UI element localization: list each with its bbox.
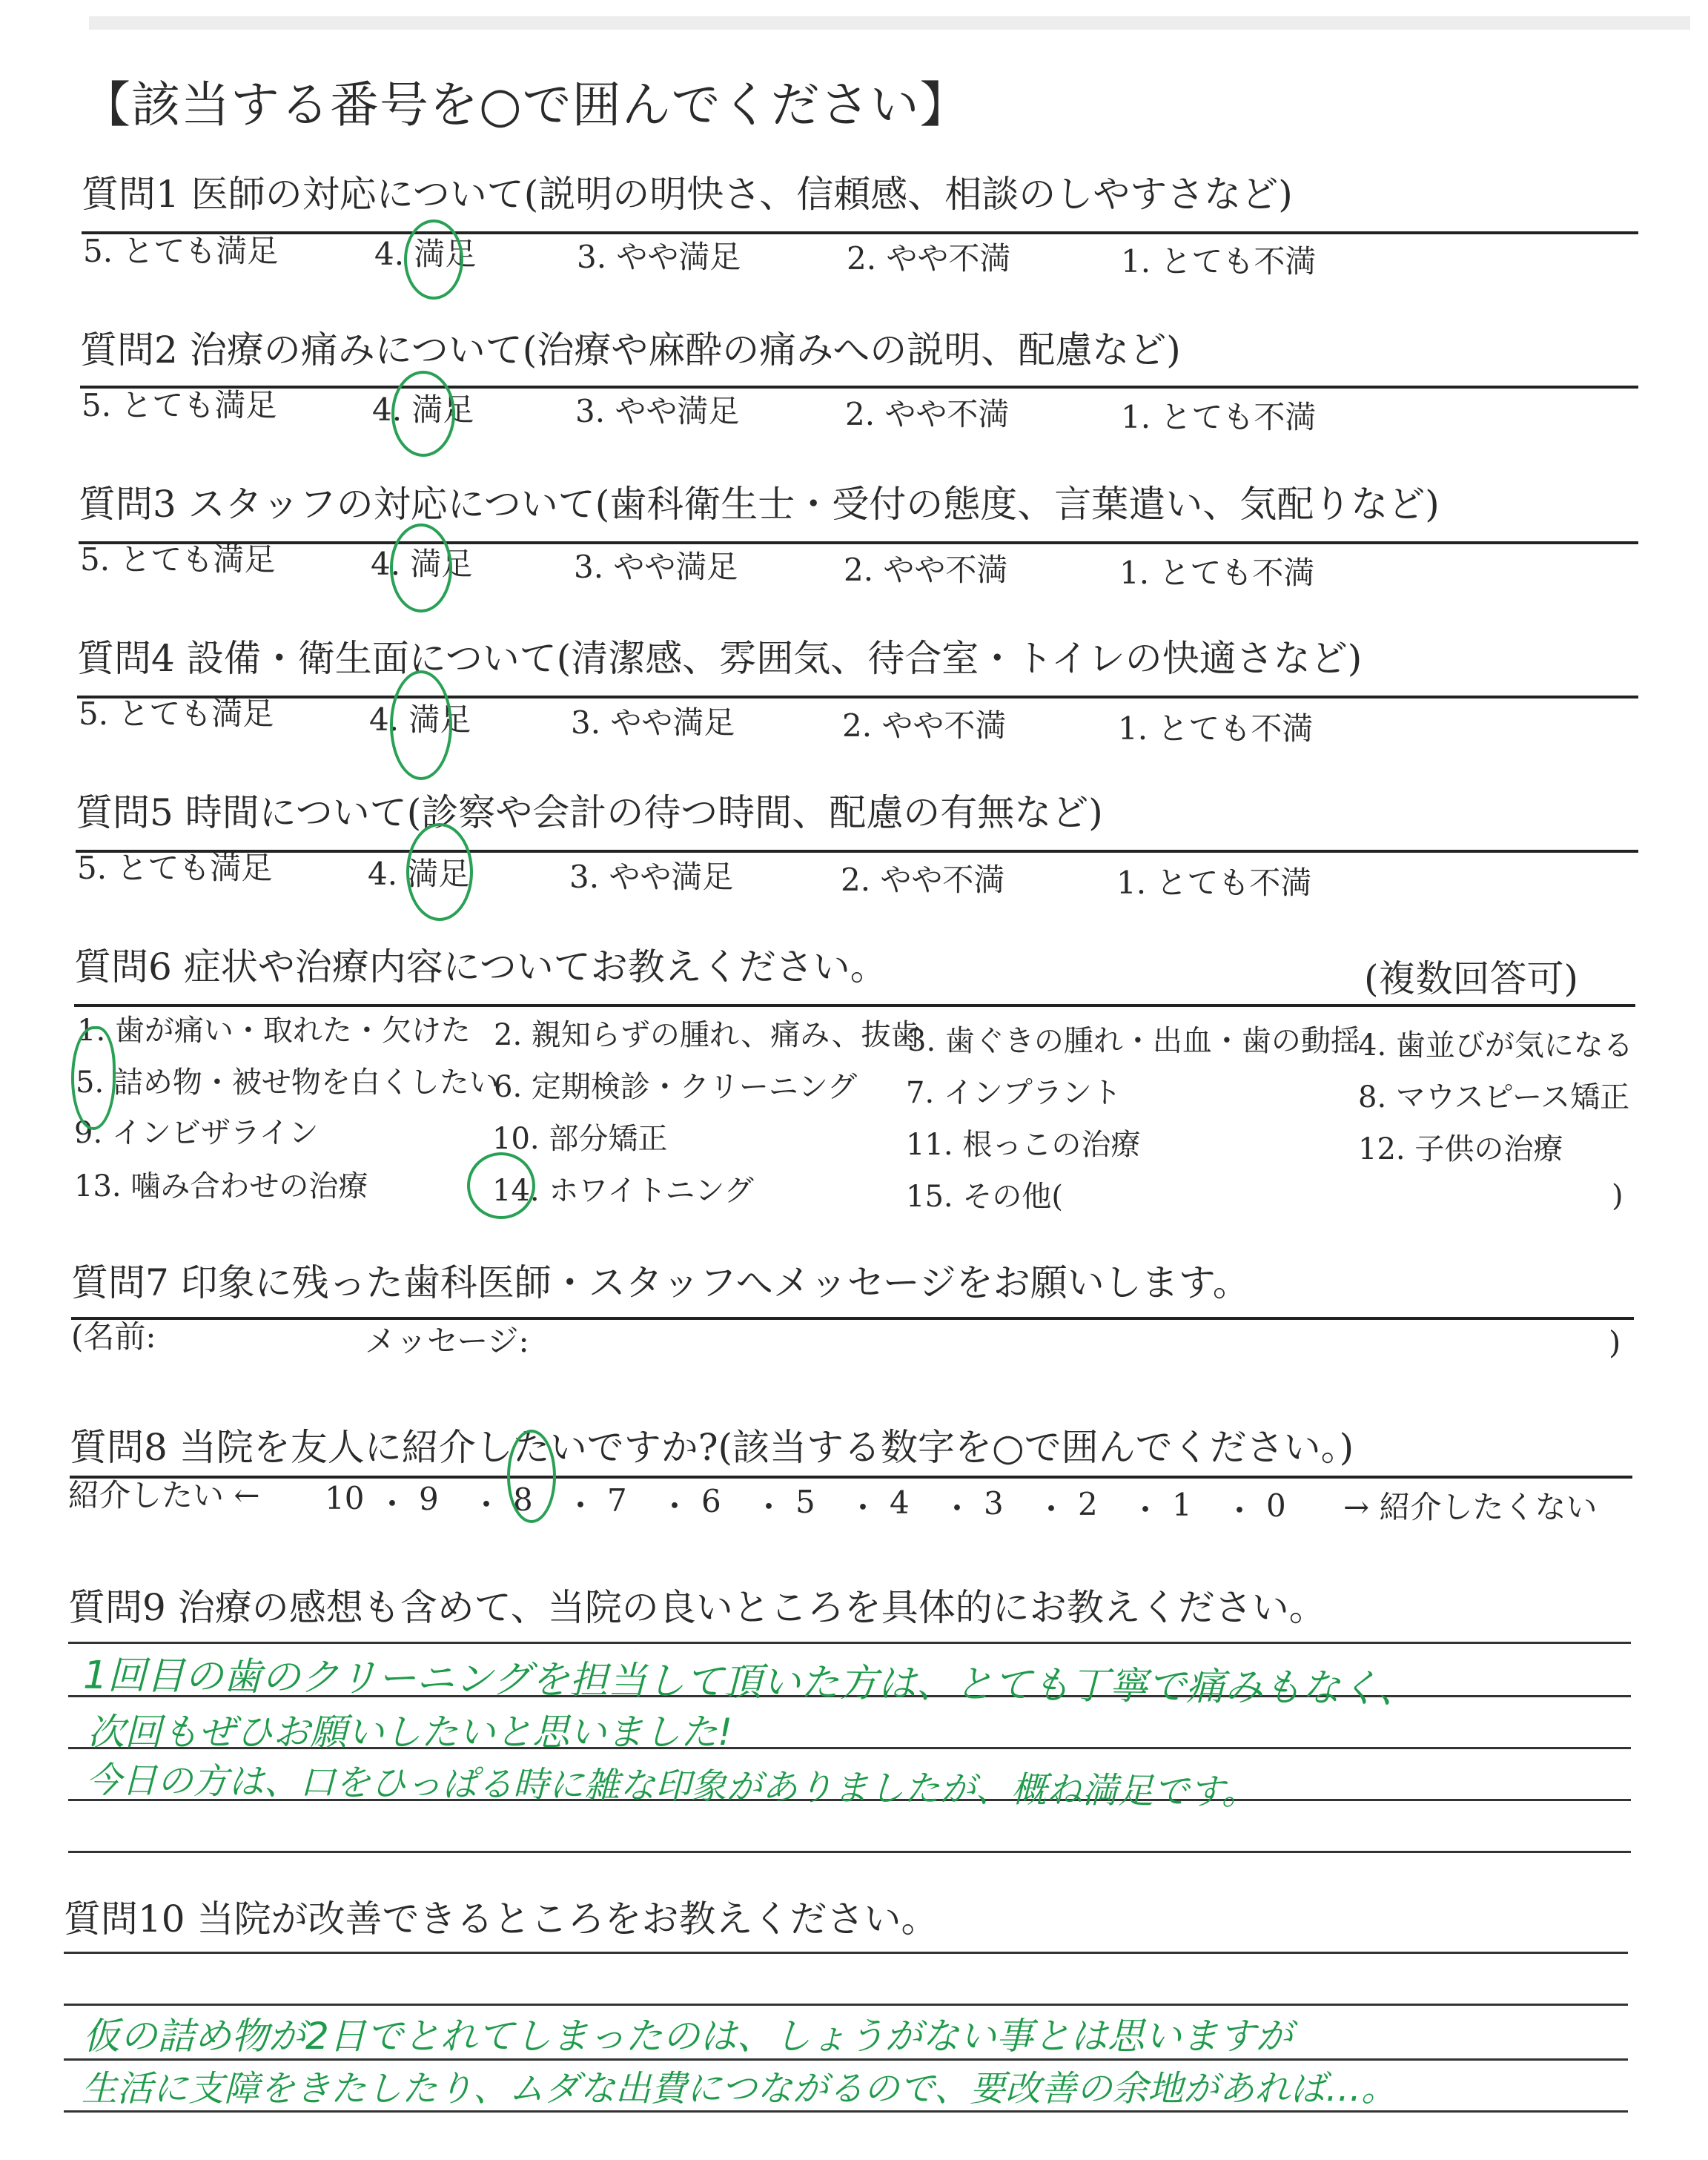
q6-item-14[interactable]: 14. ホワイトニング bbox=[492, 1174, 754, 1208]
q8-scale-separator: ・ bbox=[659, 1488, 691, 1525]
q9-answer-line-3: 今日の方は、口をひっぱる時に雑な印象がありましたが、概ね満足です。 bbox=[85, 1759, 1258, 1814]
q6-item-15[interactable]: 15. その他( bbox=[906, 1180, 1063, 1214]
q2-opt-4[interactable]: 4. 満足 bbox=[372, 392, 474, 428]
q6-item-2[interactable]: 2. 親知らずの腫れ、痛み、抜歯 bbox=[494, 1018, 921, 1052]
q5-label: 質問5 時間について(診察や会計の待つ時間、配慮の有無など) bbox=[76, 791, 1103, 834]
q6-item-6[interactable]: 6. 定期検診・クリーニング bbox=[494, 1070, 858, 1104]
q10-line-0 bbox=[64, 1952, 1628, 1954]
q9-line-0 bbox=[68, 1642, 1631, 1644]
q8-scale-0[interactable]: 0 bbox=[1266, 1487, 1286, 1524]
q6-item-15-close: ) bbox=[1612, 1179, 1623, 1213]
q8-left-label: 紹介したい ← bbox=[68, 1477, 260, 1513]
q1-selected-circle bbox=[404, 219, 463, 300]
q8-scale-separator: ・ bbox=[471, 1487, 503, 1523]
q8-selected-circle bbox=[507, 1430, 556, 1523]
q5-opt-3[interactable]: 3. やや満足 bbox=[569, 859, 734, 895]
q8-label: 質問8 当院を友人に紹介したいですか?(該当する数字を○で囲んでください。) bbox=[70, 1426, 1354, 1469]
q6-item-1[interactable]: 1. 歯が痛い・取れた・欠けた bbox=[77, 1014, 471, 1048]
q6-selected-circle-14 bbox=[467, 1152, 535, 1219]
q8-scale-7[interactable]: 7 bbox=[607, 1482, 627, 1519]
scan-edge bbox=[89, 16, 1690, 30]
q9-answer-line-2: 次回もぜひお願いしたいと思いました! bbox=[87, 1711, 733, 1754]
q3-opt-5[interactable]: 5. とても満足 bbox=[80, 541, 276, 578]
q3-opt-4[interactable]: 4. 満足 bbox=[371, 546, 473, 582]
q5-opt-2[interactable]: 2. やや不満 bbox=[841, 862, 1005, 898]
q10-answer-line-1: 仮の詰め物が2日でとれてしまったのは、しょうがない事とは思いますが bbox=[83, 2015, 1293, 2058]
q1-opt-2[interactable]: 2. やや不満 bbox=[847, 240, 1011, 277]
q8-scale-5[interactable]: 5 bbox=[795, 1484, 815, 1520]
q6-item-5[interactable]: 5. 詰め物・被せ物を白くしたい bbox=[76, 1066, 499, 1100]
q8-scale-10[interactable]: 10 bbox=[325, 1480, 365, 1516]
q6-item-13[interactable]: 13. 噛み合わせの治療 bbox=[74, 1169, 368, 1203]
q6-item-9[interactable]: 9. インビザライン bbox=[74, 1116, 319, 1150]
q8-scale-8[interactable]: 8 bbox=[513, 1482, 533, 1518]
q8-scale-4[interactable]: 4 bbox=[890, 1484, 910, 1521]
q4-rule bbox=[77, 696, 1638, 698]
q1-opt-4[interactable]: 4. 満足 bbox=[374, 236, 477, 272]
q10-answer-line-2: 生活に支障をきたしたり、ムダな出費につながるので、要改善の余地があれば…。 bbox=[82, 2068, 1397, 2110]
q4-selected-circle bbox=[390, 670, 452, 780]
q2-rule bbox=[80, 386, 1638, 389]
q5-opt-5[interactable]: 5. とても満足 bbox=[77, 850, 273, 886]
q5-selected-circle bbox=[406, 823, 473, 921]
q2-opt-5[interactable]: 5. とても満足 bbox=[82, 387, 277, 423]
q1-opt-5[interactable]: 5. とても満足 bbox=[83, 233, 279, 269]
q9-answer-line-1: 1回目の歯のクリーニングを担当して頂いた方は、とても丁寧で痛みもなく、 bbox=[82, 1653, 1417, 1712]
q3-opt-1[interactable]: 1. とても不満 bbox=[1119, 555, 1315, 591]
q7-name-label: (名前: bbox=[71, 1318, 156, 1355]
q10-line-1 bbox=[64, 2004, 1628, 2006]
q4-opt-4[interactable]: 4. 満足 bbox=[369, 701, 471, 738]
q5-rule bbox=[76, 850, 1638, 853]
q8-scale-separator: ・ bbox=[941, 1490, 973, 1527]
q7-close-paren: ) bbox=[1609, 1324, 1621, 1361]
q3-opt-2[interactable]: 2. やや不満 bbox=[844, 552, 1008, 588]
q8-scale-1[interactable]: 1 bbox=[1172, 1487, 1192, 1523]
q6-item-8[interactable]: 8. マウスピース矯正 bbox=[1358, 1080, 1630, 1114]
q6-item-4[interactable]: 4. 歯並びが気になる bbox=[1358, 1028, 1633, 1063]
q1-label: 質問1 医師の対応について(説明の明快さ、信頼感、相談のしやすさなど) bbox=[82, 173, 1293, 216]
q6-item-3[interactable]: 3. 歯ぐきの腫れ・出血・歯の動揺 bbox=[907, 1024, 1360, 1058]
q8-scale-separator: ・ bbox=[847, 1490, 879, 1526]
q2-label: 質問2 治療の痛みについて(治療や麻酔の痛みへの説明、配慮など) bbox=[80, 328, 1181, 371]
q6-selected-circle-5-9 bbox=[71, 1026, 116, 1130]
q3-label: 質問3 スタッフの対応について(歯科衛生士・受付の態度、言葉遣い、気配りなど) bbox=[79, 483, 1440, 526]
q4-opt-3[interactable]: 3. やや満足 bbox=[571, 704, 735, 741]
q4-opt-2[interactable]: 2. やや不満 bbox=[842, 707, 1007, 744]
q8-scale-separator: ・ bbox=[1224, 1493, 1256, 1529]
q3-selected-circle bbox=[390, 524, 452, 612]
q9-line-4 bbox=[68, 1851, 1631, 1853]
q2-opt-2[interactable]: 2. やや不満 bbox=[845, 396, 1010, 432]
q8-scale-separator: ・ bbox=[1130, 1492, 1162, 1528]
q8-scale-9[interactable]: 9 bbox=[419, 1481, 439, 1517]
page-title: 【該当する番号を○で囲んでください】 bbox=[82, 76, 970, 133]
q6-label: 質問6 症状や治療内容についてお教えください。 bbox=[74, 945, 887, 988]
q4-opt-5[interactable]: 5. とても満足 bbox=[79, 696, 274, 732]
q1-opt-1[interactable]: 1. とても不満 bbox=[1121, 243, 1317, 280]
q6-note: (複数回答可) bbox=[1364, 957, 1579, 1000]
q2-opt-1[interactable]: 1. とても不満 bbox=[1121, 399, 1317, 435]
q10-label: 質問10 当院が改善できるところをお教えください。 bbox=[64, 1898, 939, 1941]
q8-scale-separator: ・ bbox=[1036, 1491, 1068, 1527]
q9-label: 質問9 治療の感想も含めて、当院の良いところを具体的にお教えください。 bbox=[68, 1586, 1326, 1629]
q6-item-11[interactable]: 11. 根っこの治療 bbox=[906, 1128, 1141, 1162]
q8-scale-separator: ・ bbox=[377, 1486, 408, 1522]
q6-item-7[interactable]: 7. インプラント bbox=[906, 1076, 1122, 1110]
q7-message-label: メッセージ: bbox=[365, 1323, 529, 1359]
q3-opt-3[interactable]: 3. やや満足 bbox=[574, 549, 738, 585]
q8-scale-separator: ・ bbox=[565, 1487, 597, 1524]
q8-scale-2[interactable]: 2 bbox=[1078, 1486, 1098, 1522]
q8-scale-separator: ・ bbox=[753, 1489, 785, 1525]
q4-opt-1[interactable]: 1. とても不満 bbox=[1118, 710, 1314, 747]
q3-rule bbox=[79, 541, 1638, 544]
q6-item-12[interactable]: 12. 子供の治療 bbox=[1358, 1132, 1563, 1166]
q8-scale-3[interactable]: 3 bbox=[984, 1485, 1004, 1522]
q1-opt-3[interactable]: 3. やや満足 bbox=[577, 239, 741, 275]
q2-opt-3[interactable]: 3. やや満足 bbox=[575, 393, 740, 429]
q8-scale-6[interactable]: 6 bbox=[701, 1483, 721, 1519]
q8-rule bbox=[70, 1476, 1632, 1479]
q4-label: 質問4 設備・衛生面について(清潔感、雰囲気、待合室・トイレの快適さなど) bbox=[77, 637, 1363, 680]
q7-label: 質問7 印象に残った歯科医師・スタッフへメッセージをお願いします。 bbox=[71, 1261, 1250, 1304]
q7-rule bbox=[71, 1317, 1634, 1320]
q6-item-10[interactable]: 10. 部分矯正 bbox=[492, 1122, 668, 1156]
q2-selected-circle bbox=[391, 371, 455, 457]
q5-opt-1[interactable]: 1. とても不満 bbox=[1116, 865, 1312, 901]
q8-right-label: → 紹介したくない bbox=[1343, 1489, 1598, 1525]
q5-opt-4[interactable]: 4. 満足 bbox=[368, 856, 470, 892]
